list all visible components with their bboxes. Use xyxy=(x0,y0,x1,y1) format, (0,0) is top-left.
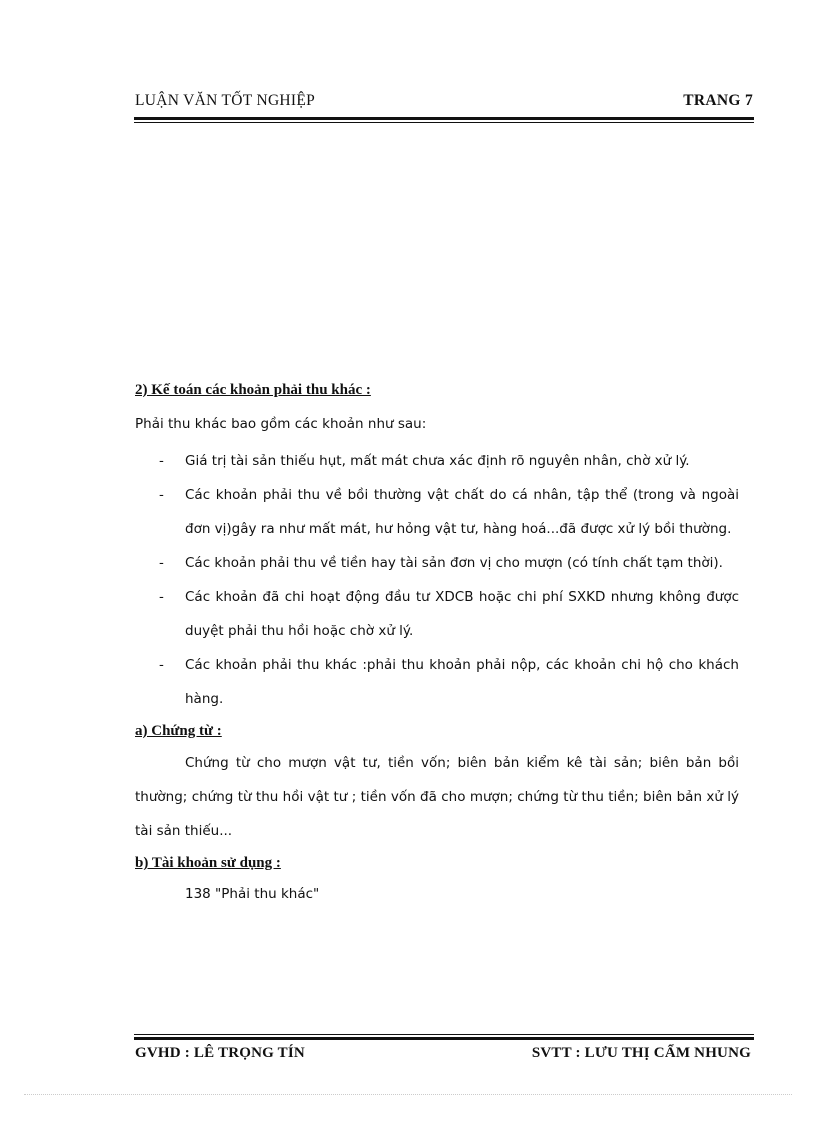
main-content xyxy=(135,376,739,910)
list-item xyxy=(135,580,739,648)
subsection-a-text: Chứng từ cho mượn vật tư, tiền vốn; biên bản kiểm kê tài sản; biên bản bồi thường; chứng từ thu hồi vật tư ; tiền vốn đã cho mượn; chứng từ thu tiền; biên bản xử lý tài sản thiếu... xyxy=(135,755,739,839)
header-thesis-title: LUẬN VĂN TỐT NGHIỆP xyxy=(135,92,316,109)
bullet-dash: - xyxy=(159,487,164,503)
footer-advisor: GVHD : LÊ TRỌNG TÍN xyxy=(135,1045,305,1061)
bullet-dash: - xyxy=(159,555,164,571)
subsection-b-text: 138 "Phải thu khác" xyxy=(185,886,320,902)
page-bottom-edge xyxy=(24,1094,792,1095)
header-rule-thin xyxy=(134,122,754,123)
page-footer xyxy=(135,1045,751,1062)
list-item-text: Các khoản đã chi hoạt động đầu tư XDCB hoặc chi phí SXKD nhưng không được duyệt phải thu hồi hoặc chờ xử lý. xyxy=(185,589,739,639)
list-item-text: Các khoản phải thu khác :phải thu khoản phải nộp, các khoản chi hộ cho khách hàng. xyxy=(185,657,739,707)
bullet-list xyxy=(135,444,739,716)
section-title: 2) Kế toán các khoản phải thu khác : xyxy=(135,382,371,398)
footer-rule-thin xyxy=(134,1034,754,1035)
subsection-a-title: a) Chứng từ : xyxy=(135,723,222,739)
bullet-dash: - xyxy=(159,453,164,469)
list-item-text: Các khoản phải thu về bồi thường vật chất do cá nhân, tập thể (trong và ngoài đơn vị)gây ra như mất mát, hư hỏng vật tư, hàng hoá...đã được xử lý bồi thường. xyxy=(185,487,739,537)
page-header xyxy=(135,92,753,110)
list-item xyxy=(135,444,739,478)
section-intro: Phải thu khác bao gồm các khoản như sau: xyxy=(135,416,427,432)
list-item-text: Các khoản phải thu về tiền hay tài sản đơn vị cho mượn (có tính chất tạm thời). xyxy=(185,555,723,571)
subsection-b-title: b) Tài khoản sử dụng : xyxy=(135,855,281,871)
footer-rule-thick xyxy=(134,1037,754,1040)
list-item xyxy=(135,478,739,546)
header-rule-thick xyxy=(134,117,754,120)
list-item xyxy=(135,648,739,716)
header-page-number: TRANG 7 xyxy=(683,92,753,109)
bullet-dash: - xyxy=(159,589,164,605)
list-item xyxy=(135,546,739,580)
bullet-dash: - xyxy=(159,657,164,673)
footer-student: SVTT : LƯU THỊ CẨM NHUNG xyxy=(531,1045,751,1061)
list-item-text: Giá trị tài sản thiếu hụt, mất mát chưa xác định rõ nguyên nhân, chờ xử lý. xyxy=(185,453,690,469)
